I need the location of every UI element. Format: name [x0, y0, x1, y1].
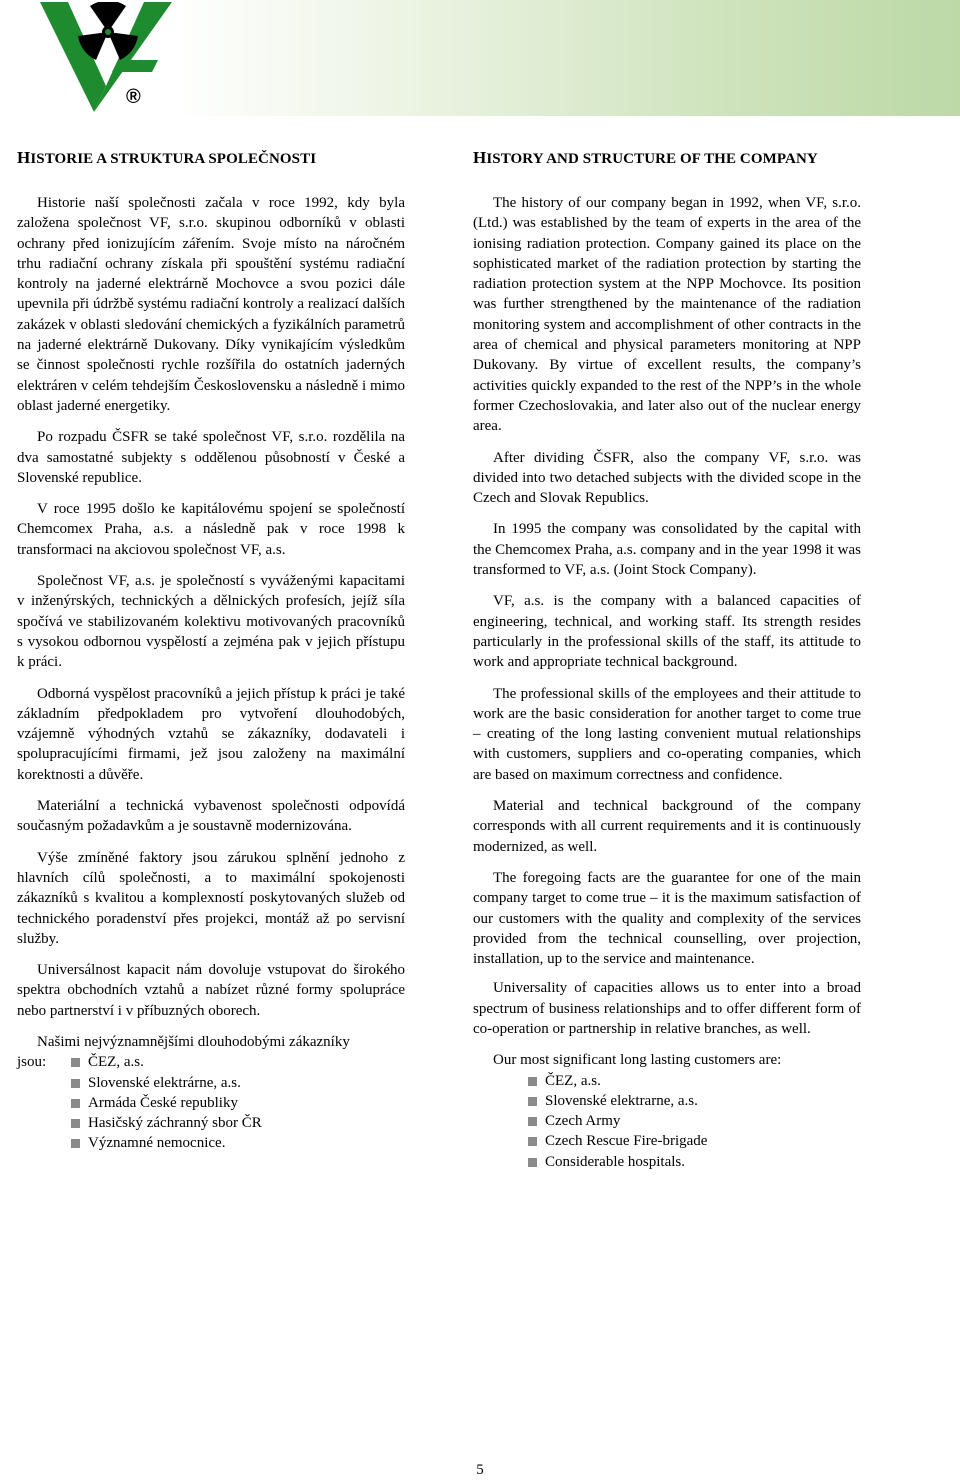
czech-paragraph: Výše zmíněné faktory jsou zárukou splnění jednoho z hlavních cílů společnosti, a to maximální spokojenosti zákazníků s kvalitou a komplexností poskytovaných služeb od technického poradenství přes projekci, montáž až po servisní služby. [17, 849, 405, 947]
english-customers-intro: Our most significant long lasting customers are: [493, 1052, 782, 1069]
english-paragraph: After dividing ČSFR, also the company VF, s.r.o. was divided into two detached subjects with the divided scope in the Czech and Slovak Republics. [473, 449, 861, 507]
page-number: 5 [476, 1462, 484, 1478]
list-item: Významné nemocnice. [71, 1133, 405, 1153]
list-item: ČEZ, a.s. [71, 1052, 405, 1072]
czech-paragraph: V roce 1995 došlo ke kapitálovému spojení se společností Chemcomex Praha, a.s. a následně pak v roce 1998 k transformaci na akciovou společnost VF, a.s. [17, 501, 405, 558]
english-section-title: HISTORY AND STRUCTURE OF THE COMPANY [473, 148, 818, 167]
czech-section-title: HISTORIE A STRUKTURA SPOLEČNOSTI [17, 148, 317, 167]
list-item: Considerable hospitals. [528, 1152, 861, 1172]
list-item: ČEZ, a.s. [528, 1071, 861, 1091]
vf-logo-radiation-icon [40, 2, 172, 114]
list-item: Armáda České republiky [71, 1093, 405, 1113]
english-paragraph: The professional skills of the employees and their attitude to work are the basic consideration for another target to come true – creating of the long lasting convenient mutual relationships with customers, suppliers and co-operating companies, which are based on maximum correctness and confidence. [473, 685, 861, 783]
czech-paragraph: Odborná vyspělost pracovníků a jejich přístup k práci je také základním předpokladem pro vytvoření dlouhodobých, vzájemně výhodných vztahů se zákazníky, dodavateli i spolupracujícími firmami, jež jsou založeny na maximální korektnosti a důvěře. [17, 685, 405, 783]
registered-mark: ® [126, 86, 141, 108]
list-item: Slovenské elektrárne, a.s. [71, 1073, 405, 1093]
list-item: Slovenské elektrarne, a.s. [528, 1091, 861, 1111]
english-paragraph: The foregoing facts are the guarantee for one of the main company target to come true – it is the maximum satisfaction of our customers with the quality and complexity of the services provided from the technical counselling, over projection, installation, up to the service and maintenance. [473, 869, 861, 968]
english-paragraph: Material and technical background of the company corresponds with all current requirements and it is continuously modernized, as well. [473, 798, 861, 855]
czech-paragraph: Společnost VF, a.s. je společností s vyváženými kapacitami v inženýrských, technických a dělnických profesích, jejíž síla spočívá ve stabilizovaném kolektivu motivovaných pracovníků s vysokou odbornou vyspělostí a zejména pak v jejich přístupu k práci. [17, 573, 405, 671]
czech-paragraph: Po rozpadu ČSFR se také společnost VF, s.r.o. rozdělila na dva samostatné subjekty s oddělenou působností v České a Slovenské republice. [17, 429, 405, 486]
czech-customers-intro: Našimi nejvýznamnějšími dlouhodobými zákazníky [37, 1033, 350, 1050]
czech-paragraph: Materiální a technická vybavenost společnosti odpovídá současným požadavkům a je soustavně modernizována. [17, 798, 405, 835]
english-paragraph: The history of our company began in 1992, when VF, s.r.o. (Ltd.) was established by the team of experts in the area of the ionising radiation protection. Company gained its place on the sophisticated market of the radiation protection by starting the radiation protection system at the NPP Mochovce. Its position was further strengthened by the maintenance of the radiation monitoring system and accomplishment of other contracts in the area of chemical and physical parameters monitoring at NPP Dukovany. By virtue of excellent results, the company’s activities quickly expanded to the rest of the NPP’s in the whole former Czechoslovakia, and later also out of the nuclear energy area. [473, 195, 861, 435]
czech-column [17, 148, 405, 1154]
czech-customer-list [71, 1052, 405, 1153]
english-customer-list [528, 1071, 861, 1172]
czech-customers-intro-tail: jsou: [17, 1054, 47, 1071]
czech-paragraph: Historie naší společnosti začala v roce 1992, kdy byla založena společnost VF, s.r.o. skupinou odborníků v oblasti ochrany před ionizujícím zářením. Svoje místo na náročném trhu radiační ochrany získala při spouštění systému radiační kontroly na jaderné elektrárně Mochovce a svou pozici dále upevnila při údržbě systému radiační kontroly a realizací dalších zakázek v oblasti sledování chemických a fyzikálních parametrů na jaderné elektrárně Dukovany. Díky vynikajícím výsledkům se činnost společnosti rychle rozšířila do ostatních jaderných elektráren v celém tehdejším Československu a následně i mimo oblast jaderné energetiky. [17, 195, 405, 414]
english-column [473, 148, 861, 1172]
english-paragraph: Universality of capacities allows us to enter into a broad spectrum of business relationships and to offer different form of co-operation or partnership in relative branches, as well. [473, 980, 861, 1037]
list-item: Czech Army [528, 1111, 861, 1131]
czech-paragraph: Universálnost kapacit nám dovoluje vstupovat do širokého spektra obchodních vztahů a nabízet různé formy spolupráce nebo partnerství i v příbuzných oborech. [17, 962, 405, 1019]
list-item: Hasičský záchranný sbor ČR [71, 1113, 405, 1133]
header-band [0, 0, 960, 116]
english-paragraph: In 1995 the company was consolidated by the capital with the Chemcomex Praha, a.s. company and in the year 1998 it was transformed to VF, a.s. (Joint Stock Company). [473, 521, 861, 579]
english-paragraph: VF, a.s. is the company with a balanced capacities of engineering, technical, and working staff. Its strength resides particularly in the professional skills of the staff, its attitude to work and appropriate technical background. [473, 593, 861, 671]
list-item: Czech Rescue Fire-brigade [528, 1131, 861, 1151]
